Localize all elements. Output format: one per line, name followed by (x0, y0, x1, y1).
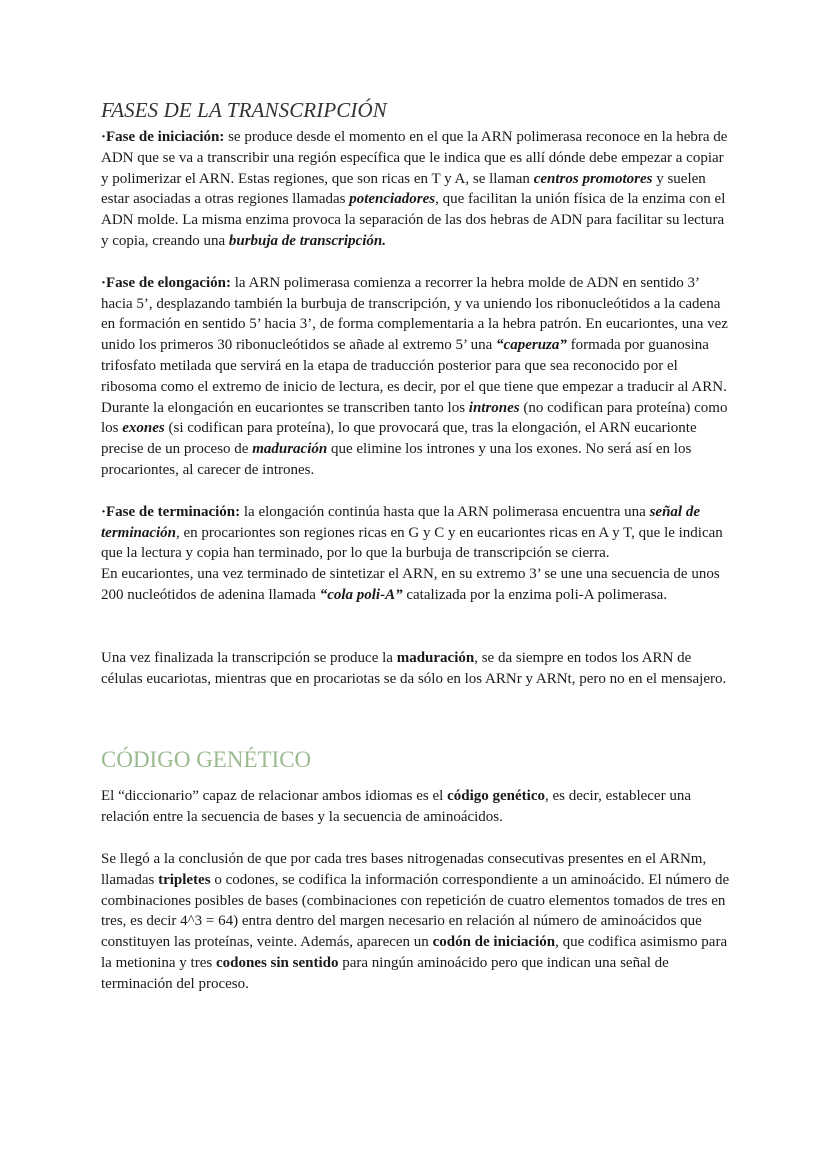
paragraph-cola-poli-a (101, 564, 731, 606)
term-codones-sin-sentido: codones sin sentido (215, 954, 339, 971)
term-fase-terminacion: ·Fase de terminación: (101, 503, 241, 520)
text: catalizada por la enzima poli-A polimerasa. (402, 586, 668, 603)
term-fase-elongacion: ·Fase de elongación: (101, 274, 231, 291)
text: , que facilitan la unión física de la enzima con el ADN molde. La misma enzima provoca la separación de las dos hebras de ADN para facilitar su lectura y copia, creando una (101, 191, 726, 249)
document-content (101, 98, 731, 995)
paragraph-fase-terminacion (101, 502, 731, 564)
paragraph-maduracion (101, 648, 731, 690)
text: , que codifica asimismo para la metionina y tres (101, 934, 728, 971)
term-fase-iniciacion: ·Fase de iniciación: (101, 129, 225, 145)
text: (si codifican para proteína), lo que provocará que, tras la elongación, el ARN eucarionte precise de un proceso de (101, 420, 697, 458)
term-cola-poli-a: “cola poli-A” (319, 586, 403, 603)
term-tripletes: tripletes (158, 871, 211, 888)
text: El “diccionario” capaz de relacionar ambos idiomas es el (101, 788, 448, 805)
term-codigo-genetico: código genético (447, 788, 545, 805)
term-potenciadores: potenciadores (349, 191, 436, 208)
text: o codones, se codifica la información correspondiente a un aminoácido. El número de combinaciones posibles de bases (combinaciones con repetición de cuatro elementos tomados de tres en tres, es decir 4^3 = 64) entra dentro del margen necesario en relación al número de aminoácidos que constituyen las proteínas, veinte. Además, aparecen un (101, 871, 730, 951)
text: la elongación continúa hasta que la ARN polimerasa encuentra una (240, 503, 650, 520)
term-centros-promotores: centros promotores (533, 170, 653, 187)
text: (no codifican para proteína) como los (101, 399, 728, 437)
paragraph-tripletes (101, 849, 731, 995)
text: , en procariontes son regiones ricas en G y C y en eucariontes ricas en A y T, que le indican que la lectura y copia han terminado, por lo que la burbuja de transcripción se cierra. (101, 524, 723, 562)
term-maduracion-bold: maduración (396, 649, 475, 666)
text: , es decir, establecer una relación entre la secuencia de bases y la secuencia de aminoácidos. (101, 788, 691, 826)
term-intrones: intrones (468, 399, 520, 416)
section-title-fases: FASES DE LA TRANSCRIPCIÓN (101, 98, 387, 122)
text: formada por guanosina trifosfato metilada que servirá en la etapa de traducción posterior para que sea reconocido por el ribosoma como el extremo de inicio de lectura, es decir, por el que tiene que empezar a traducir al ARN. Durante la elongación en eucariontes se transcriben tanto los (101, 337, 727, 416)
text: para ningún aminoácido pero que indican una señal de terminación del proceso. (101, 954, 669, 992)
term-burbuja-transcripcion: burbuja de transcripción. (228, 232, 386, 249)
text: , se da siempre en todos los ARN de células eucariotas, mientras que en procariotas se da sólo en los ARNr y ARNt, pero no en el mensajero. (101, 649, 727, 687)
paragraph-diccionario (101, 786, 731, 828)
text: Se llegó a la conclusión de que por cada tres bases nitrogenadas consecutivas presentes en el ARNm, llamadas (101, 850, 707, 888)
section-title-codigo-genetico: CÓDIGO GENÉTICO (101, 747, 312, 773)
term-maduracion: maduración (252, 441, 328, 458)
text: En eucariontes, una vez terminado de sintetizar el ARN, en su extremo 3’ se une una secuencia de unos 200 nucleótidos de adenina llamada (101, 566, 720, 603)
text: se produce desde el momento en el que la ARN polimerasa reconoce en la hebra de ADN que se va a transcribir una región específica que le indica que es allí dónde debe empezar a copiar y polimerizar el ARN. Estas regiones, que son ricas en T y A, se llaman (101, 129, 728, 187)
term-senal-terminacion: señal de terminación (101, 503, 701, 541)
paragraph-fase-iniciacion (101, 127, 731, 252)
term-exones: exones (122, 420, 165, 437)
text: la ARN polimerasa comienza a recorrer la hebra molde de ADN en sentido 3’ hacia 5’, desplazando también la burbuja de transcripción, y va uniendo los ribonucleótidos a la cadena en formación en sentido 5’ hacia 3’, de forma complementaria a la hebra patrón. En eucariontes, una vez unido los primeros 30 ribonucleótidos se añade al extremo 5’ una (101, 274, 728, 354)
paragraph-fase-elongacion (101, 273, 731, 481)
text: que elimine los intrones y una los exones. No será así en los procariontes, al carecer de intrones. (101, 441, 692, 478)
term-codon-iniciacion: codón de iniciación (432, 934, 556, 951)
text: y suelen estar asociadas a otras regiones llamadas (101, 170, 706, 208)
text: Una vez finalizada la transcripción se produce la (101, 649, 397, 666)
term-caperuza: “caperuza” (496, 337, 567, 354)
